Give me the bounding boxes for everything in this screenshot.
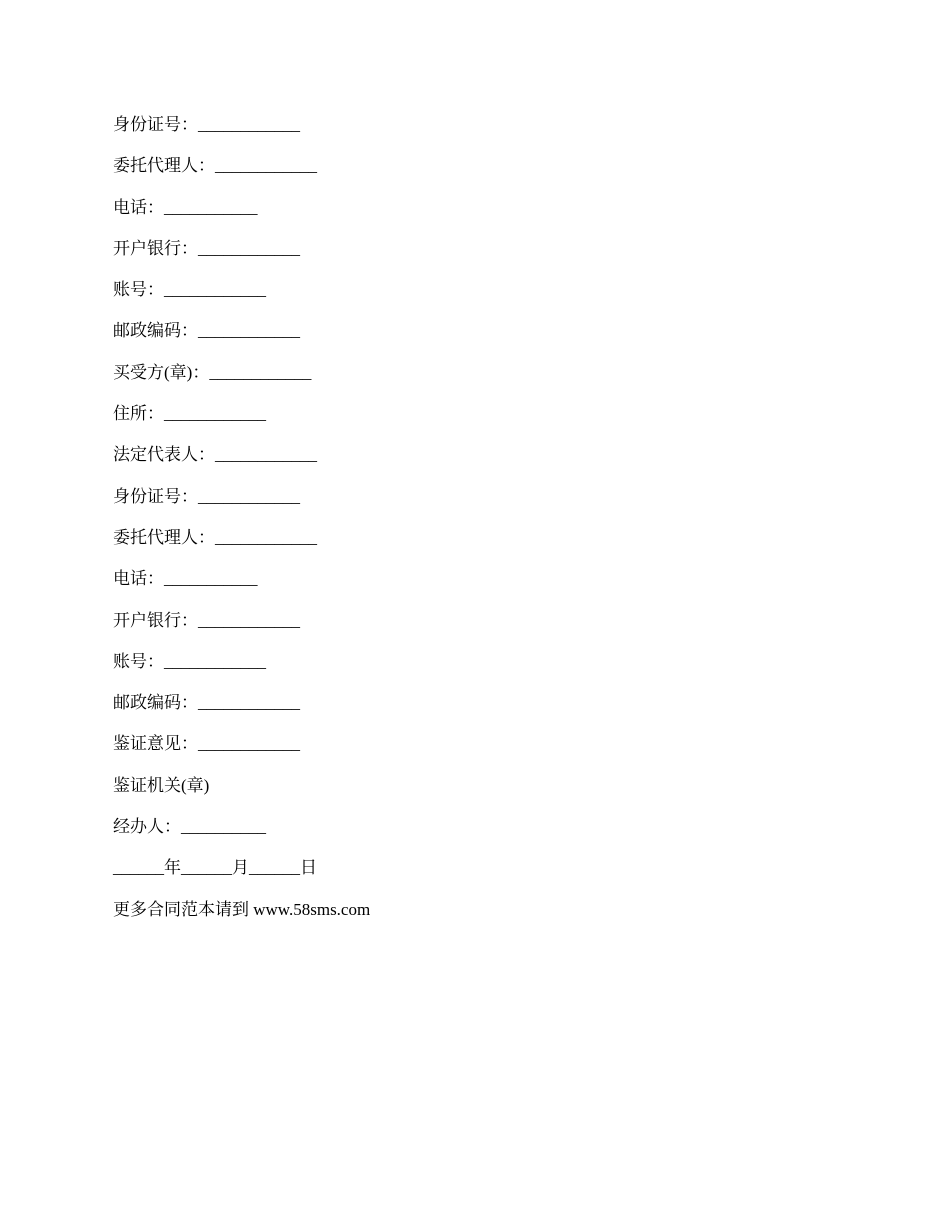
address-line: 住所：____________ <box>113 404 266 424</box>
account-line: 账号：____________ <box>113 280 266 300</box>
account-line: 账号：____________ <box>113 651 266 671</box>
date-line: ______年______月______日 <box>113 858 317 878</box>
footer-link-line: 更多合同范本请到 www.58sms.com <box>113 899 371 919</box>
verification-authority-line: 鉴证机关(章) <box>113 775 210 795</box>
legal-representative-line: 法定代表人：____________ <box>113 445 317 465</box>
phone-line: 电话：___________ <box>113 569 258 589</box>
postal-code-line: 邮政编码：____________ <box>113 693 300 713</box>
verification-opinion-line: 鉴证意见：____________ <box>113 734 300 754</box>
id-number-line: 身份证号：____________ <box>113 115 300 134</box>
postal-code-line: 邮政编码：____________ <box>113 321 300 341</box>
bank-line: 开户银行：____________ <box>113 238 300 258</box>
authorized-agent-line: 委托代理人：____________ <box>113 527 317 547</box>
id-number-line: 身份证号：____________ <box>113 486 300 506</box>
authorized-agent-line: 委托代理人：____________ <box>113 156 317 176</box>
phone-line: 电话：___________ <box>113 197 258 217</box>
buyer-seal-line: 买受方(章)：____________ <box>113 362 312 382</box>
document-body <box>113 111 833 937</box>
bank-line: 开户银行：____________ <box>113 610 300 630</box>
handler-line: 经办人：__________ <box>113 817 266 837</box>
